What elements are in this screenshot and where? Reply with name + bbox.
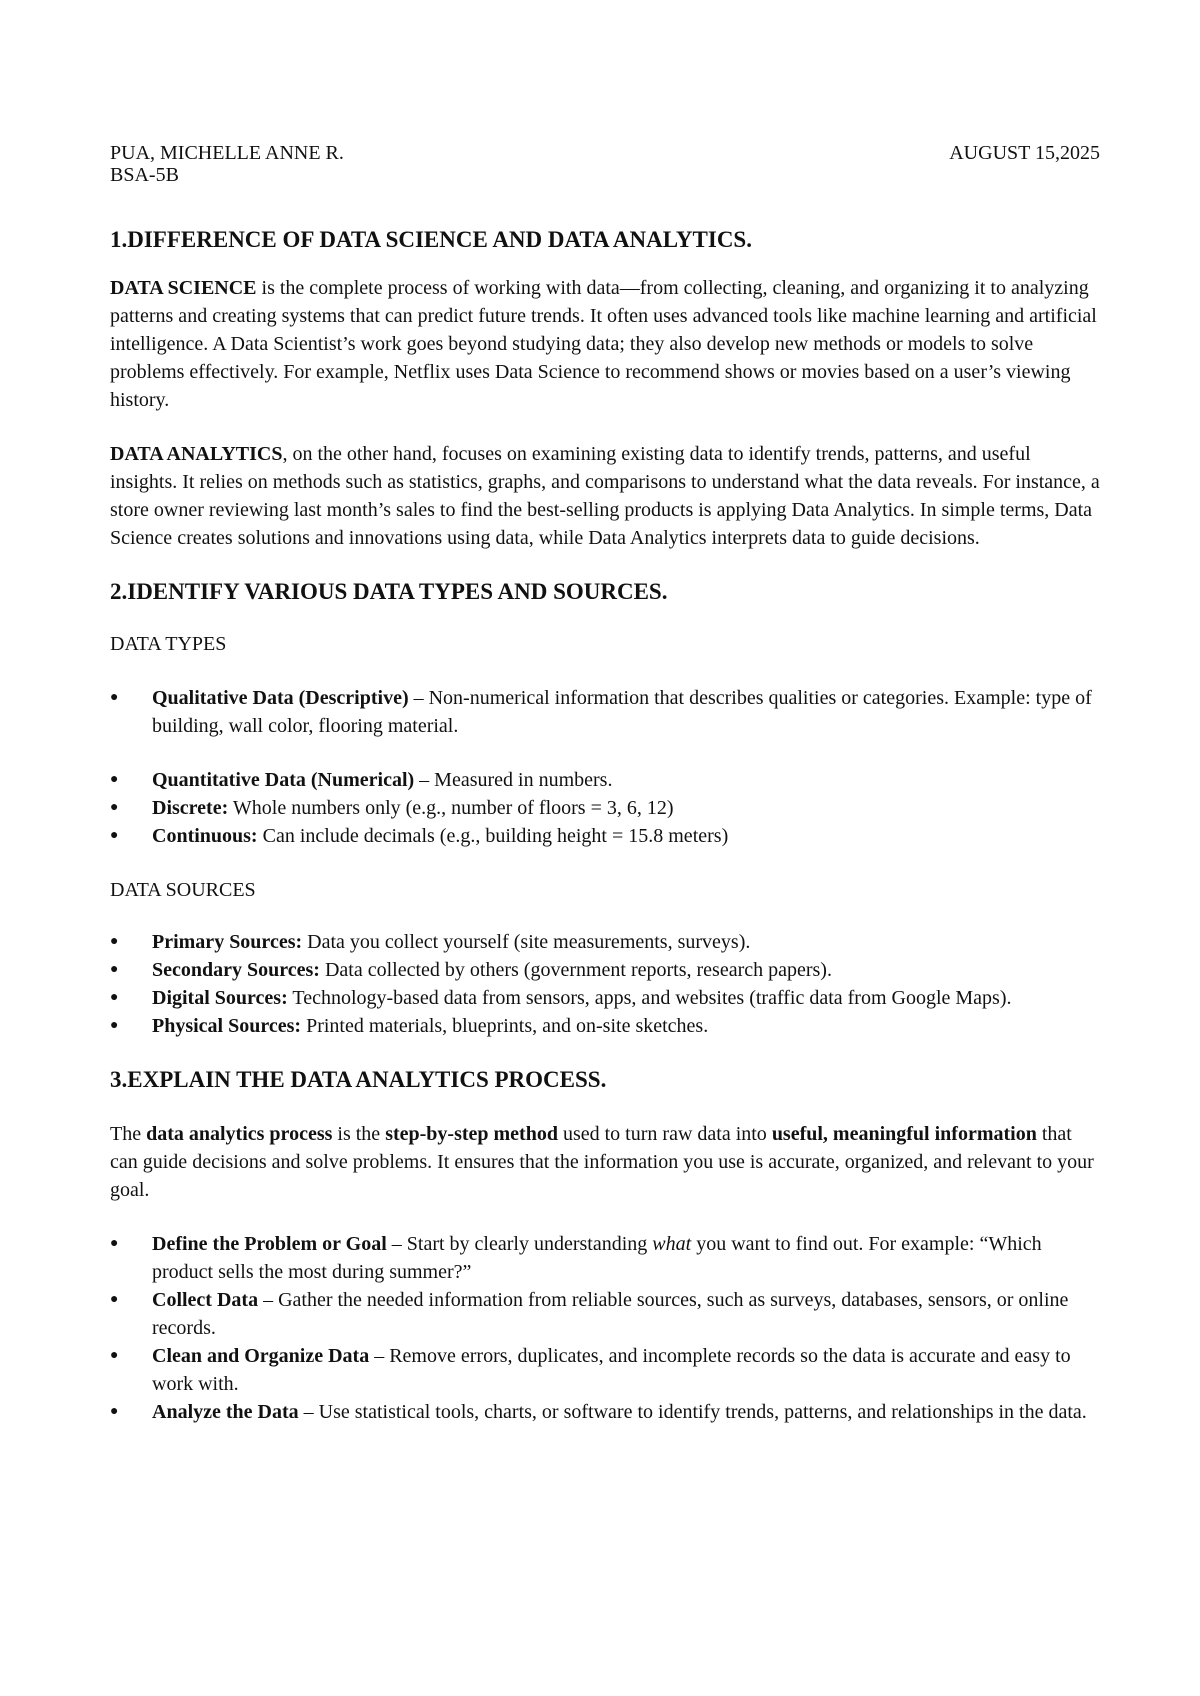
data-science-text: is the complete process of working with data—from collecting, cleaning, and organizing it to analyzing patterns and creating systems that can predict future trends. It often uses advanced tools like machine learning and artificial intelligence. A Data Scientist’s work goes beyond studying data; they also develop new methods or models to solve problems effectively. For example, Netflix uses Data Science to recommend shows or movies based on a user’s viewing history.: [110, 277, 1097, 411]
bullet-icon: ●: [110, 1404, 119, 1419]
list-item-term: Analyze the Data: [152, 1401, 299, 1423]
bullet-icon: ●: [110, 990, 119, 1005]
document-page: [110, 142, 1100, 1426]
list-item: [110, 684, 1100, 740]
list-item-text: Data collected by others (government reports, research papers).: [319, 959, 832, 981]
bullet-icon: ●: [110, 1292, 119, 1307]
intro-text: is the: [332, 1123, 386, 1145]
data-sources-list: [110, 928, 1100, 1040]
list-item: [110, 956, 1100, 984]
list-item-text: – Measured in numbers.: [414, 769, 613, 791]
list-item-term: Primary Sources:: [152, 931, 303, 953]
process-steps-list: [110, 1230, 1100, 1426]
intro-text: used to turn raw data into: [557, 1123, 772, 1145]
section-3-heading: 3.EXPLAIN THE DATA ANALYTICS PROCESS.: [110, 1067, 607, 1092]
list-item-term: Secondary Sources:: [152, 959, 320, 981]
list-item: [110, 928, 1100, 956]
list-item: [110, 984, 1100, 1012]
intro-text: The: [110, 1123, 147, 1145]
process-intro-paragraph: [110, 1120, 1100, 1204]
list-item-text: – Use statistical tools, charts, or software to identify trends, patterns, and relationships in the data.: [298, 1401, 1087, 1423]
list-item-text: Whole numbers only (e.g., number of floors = 3, 6, 12): [228, 797, 674, 819]
list-item: [110, 1398, 1100, 1426]
bullet-icon: ●: [110, 800, 119, 815]
list-item-term: Qualitative Data (Descriptive): [152, 687, 409, 709]
bullet-icon: ●: [110, 1348, 119, 1363]
list-item-term: Define the Problem or Goal: [152, 1233, 387, 1255]
bullet-icon: ●: [110, 1018, 119, 1033]
list-item-text: Data you collect yourself (site measurements, surveys).: [302, 931, 751, 953]
data-science-term: DATA SCIENCE: [110, 277, 257, 299]
bullet-icon: ●: [110, 828, 119, 843]
data-analytics-paragraph: [110, 440, 1100, 552]
data-types-list: [110, 684, 1100, 850]
list-item-text: you want to find out. For example: “Which product sells the most during summer?”: [152, 1233, 1042, 1283]
list-item-italic: what: [652, 1233, 692, 1255]
list-item-text: – Gather the needed information from reliable sources, such as surveys, databases, sensors, or online records.: [152, 1289, 1069, 1339]
list-item-text: – Start by clearly understanding: [386, 1233, 653, 1255]
list-item-term: Continuous:: [152, 825, 258, 847]
data-types-label: DATA TYPES: [110, 633, 227, 655]
list-item-text: – Non-numerical information that describes qualities or categories. Example: type of building, wall color, flooring material.: [152, 687, 1092, 737]
intro-bold: data analytics process: [146, 1123, 333, 1145]
list-item-text: – Remove errors, duplicates, and incomplete records so the data is accurate and easy to work with.: [152, 1345, 1071, 1395]
list-item-term: Collect Data: [152, 1289, 259, 1311]
data-science-paragraph: [110, 274, 1100, 414]
header-row: [110, 142, 1100, 164]
bullet-icon: ●: [110, 934, 119, 949]
list-item-text: Printed materials, blueprints, and on-site sketches.: [301, 1015, 709, 1037]
student-name: PUA, MICHELLE ANNE R.: [110, 142, 344, 164]
list-item: [110, 822, 1100, 850]
list-item: [110, 1342, 1100, 1398]
data-sources-label: DATA SOURCES: [110, 879, 256, 901]
list-item-term: Clean and Organize Data: [152, 1345, 370, 1367]
list-item-text: Technology-based data from sensors, apps, and websites (traffic data from Google Maps).: [287, 987, 1012, 1009]
data-analytics-text: , on the other hand, focuses on examining existing data to identify trends, patterns, and useful insights. It relies on methods such as statistics, graphs, and comparisons to understand what the data reveals. For instance, a store owner reviewing last month’s sales to find the best-selling products is applying Data Analytics. In simple terms, Data Science creates solutions and innovations using data, while Data Analytics interprets data to guide decisions.: [110, 443, 1100, 549]
section-1-heading: 1.DIFFERENCE OF DATA SCIENCE AND DATA ANALYTICS.: [110, 227, 752, 252]
bullet-icon: ●: [110, 772, 119, 787]
intro-text: that can guide decisions and solve problems. It ensures that the information you use is accurate, organized, and relevant to your goal.: [110, 1123, 1094, 1201]
data-analytics-term: DATA ANALYTICS: [110, 443, 283, 465]
list-item-text: Can include decimals (e.g., building height = 15.8 meters): [257, 825, 729, 847]
list-item: [110, 1286, 1100, 1342]
list-item-term: Discrete:: [152, 797, 229, 819]
section-2-heading: 2.IDENTIFY VARIOUS DATA TYPES AND SOURCES.: [110, 579, 668, 604]
list-item-term: Physical Sources:: [152, 1015, 302, 1037]
list-item: [110, 1012, 1100, 1040]
list-item-term: Quantitative Data (Numerical): [152, 769, 415, 791]
intro-bold: step-by-step method: [385, 1123, 558, 1145]
bullet-icon: ●: [110, 1236, 119, 1251]
bullet-icon: ●: [110, 962, 119, 977]
list-item: [110, 766, 1100, 794]
list-item: [110, 794, 1100, 822]
bullet-icon: ●: [110, 690, 119, 705]
student-section: BSA-5B: [110, 164, 179, 186]
intro-bold: useful, meaningful information: [771, 1123, 1037, 1145]
list-item: [110, 1230, 1100, 1286]
document-date: AUGUST 15,2025: [949, 142, 1100, 164]
list-item-term: Digital Sources:: [152, 987, 288, 1009]
